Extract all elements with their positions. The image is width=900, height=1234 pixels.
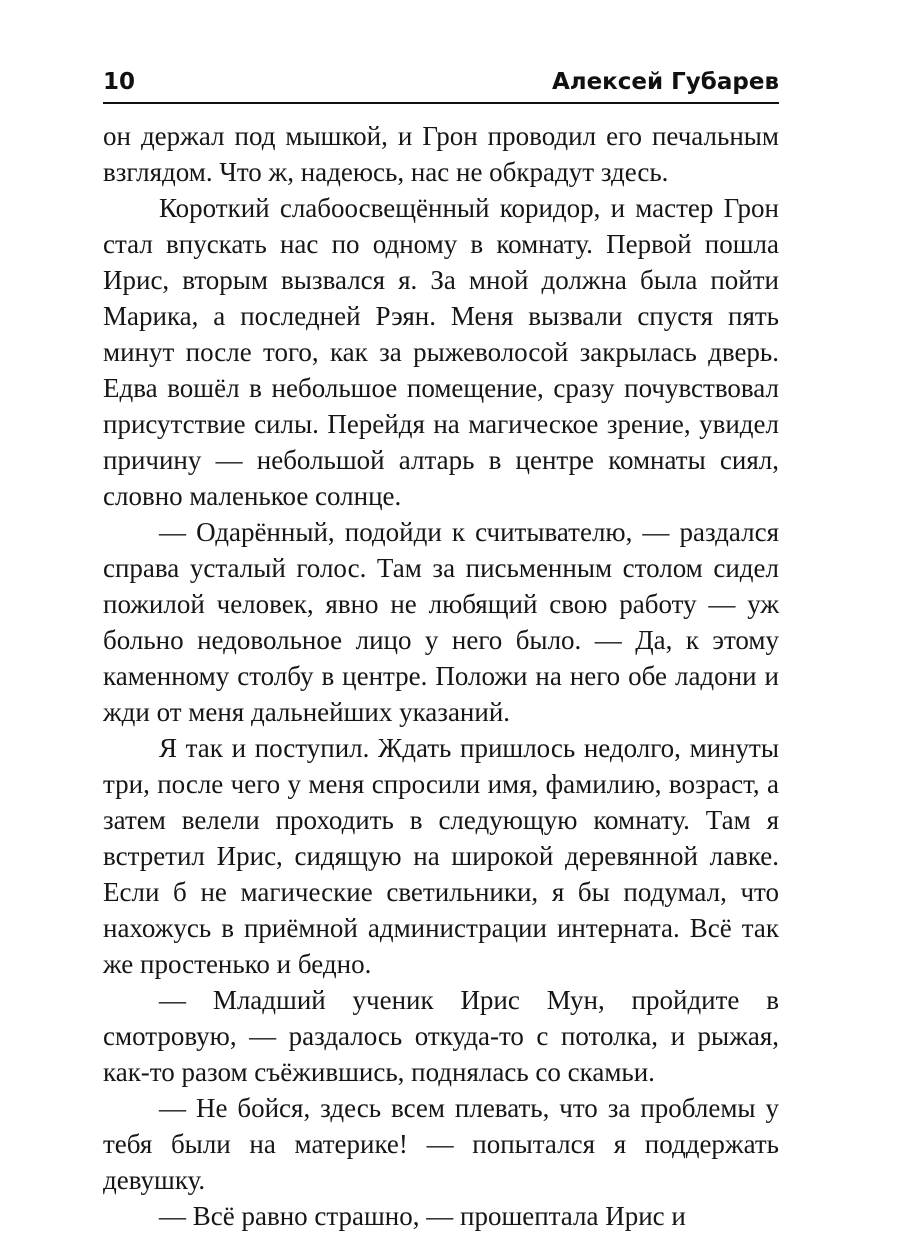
paragraph: Я так и поступил. Ждать пришлось недолго, минуты три, после чего у меня спросили имя, фамилию, возраст, а затем велели проходить в следующую комнату. Там я встретил Ирис, сидящую на широкой деревянной лавке. Если б не магические светильники, я бы подумал, что нахожусь в приёмной администрации интерната. Всё так же простенько и бедно.	[103, 733, 779, 979]
paragraph: Короткий слабоосвещённый коридор, и мастер Грон стал впускать нас по одному в комнату. Первой пошла Ирис, вторым вызвался я. За мной должна была пойти Марика, а последней Рэян. Меня вызвали спустя пять минут после того, как за рыжеволосой закрылась дверь. Едва вошёл в небольшое помещение, сразу почувствовал присутствие силы. Перейдя на магическое зрение, увидел причину — небольшой алтарь в центре комнаты сиял, словно маленькое солнце.	[103, 193, 779, 511]
header-rule	[103, 102, 779, 104]
paragraph: — Не бойся, здесь всем плевать, что за проблемы у тебя были на материке! — попытался я поддержать девушку.	[103, 1093, 779, 1195]
paragraph: — Одарённый, подойди к считывателю, — раздался справа усталый голос. Там за письменным столом сидел пожилой человек, явно не любящий свою работу — уж больно недовольное лицо у него было. — Да, к этому каменному столбу в центре. Положи на него обе ладони и жди от меня дальнейших указаний.	[103, 517, 779, 727]
running-header	[103, 62, 779, 102]
paragraph: он держал под мышкой, и Грон проводил его печальным взглядом. Что ж, надеюсь, нас не обкрадут здесь.	[103, 121, 779, 187]
author-name: Алексей Губарев	[551, 69, 779, 95]
paragraph: — Всё равно страшно, — прошептала Ирис и	[159, 1201, 686, 1231]
page-number: 10	[103, 69, 136, 95]
body-text	[103, 118, 779, 1234]
paragraph: — Младший ученик Ирис Мун, пройдите в смотровую, — раздалось откуда-то с потолка, и рыжая, как-то разом съёжившись, поднялась со скамьи.	[103, 985, 779, 1087]
